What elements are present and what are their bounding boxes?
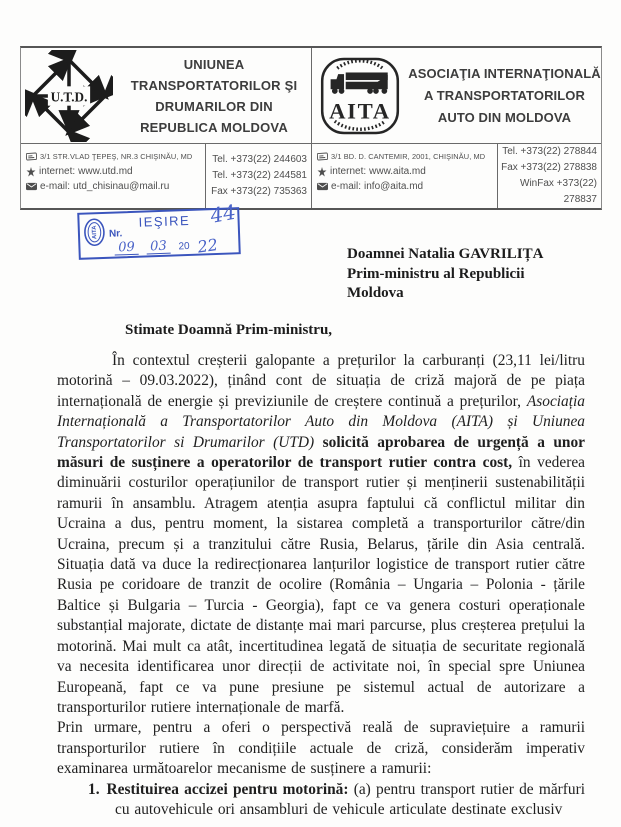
org-name-line: DRUMARILOR DIN [155, 98, 273, 114]
body-paragraph-1: În contextul creșterii galopante a prețurilor la carburanți (23,11 lei/litru motorină – 09.03.2022), ținând cont de situația de criză majoră de pe piața internațională de energie și previziunile de creștere continuă a prețurilor, Asociația Internațională a Transportatorilor Auto din Moldova (AITA) și Uniunea Transportatorilor si Drumarilor (UTD) solicită aprobarea de urgență a unor măsuri de susținere a operatorilor de transport rutier contra cost, în vederea diminuării costurilor operațiunilor de transport rutier și menținerii sustenabilității ramurii în ansamblu. Atragem atenția asupra faptului că conflictul militar din Ucraina a dus, pentru moment, la sistarea completă a transporturilor către/din Ucraina, precum și a tranzitului către Rusia, Belarus, țările din Asia centrală. Situația dată va duce la redirecționarea lanțurilor logistice de transport rutier către Rusia pe coridoare de tranzit de ocolire (România – Ungaria – Polonia - țările Baltice și Bulgaria – Turcia - Georgia), fapt ce va genera costuri operaționale substanțial majorate, dictate de distanțe mai mari parcurse, plus creșterea prețului la motorină. Mai mult ca atât, incertitudinea legată de situația de securitate regională va necesita identificarea unor direcții de activitate noi, în special spre Uniunea Europeană, fapt ce va pune presiune pe sistemul actual de autorizare a transporturilor rutiere internaționale de marfă. [57, 352, 585, 716]
envelope-icon [317, 182, 328, 191]
letterhead-contacts-row [21, 144, 601, 208]
aita-block [311, 48, 601, 143]
aita-email-line [317, 179, 495, 194]
aita-phone: Tel. +373(22) 278844 [502, 146, 597, 157]
utd-email-label: e-mail: [40, 181, 71, 192]
addressee-line: Prim-ministru al Republicii [347, 265, 525, 282]
aita-internet-line [317, 164, 495, 179]
list-item-1 [57, 780, 585, 821]
letter-body [57, 351, 585, 820]
utd-logo-text: U.T.D. [50, 88, 88, 104]
aita-address-line [317, 149, 495, 164]
list-item-text: Restituirea accizei pentru motorină: (a) pentru transport rutier de mărfuri cu autovehicule ori ansambluri de vehicule articulate destinate exclusiv [106, 780, 585, 818]
addressee-line: Doamnei Natalia GAVRILIȚA [347, 246, 544, 262]
org-name-line: TRANSPORTATORILOR ŞI [130, 77, 298, 93]
utd-phone: Tel. +373(22) 244581 [212, 170, 307, 181]
utd-email: utd_chisinau@mail.ru [73, 181, 170, 192]
body-paragraph-2: Prin urmare, pentru a oferi o perspectivă reală de supraviețuire a ramurii transporturilor rutiere în condițiile actuale de criză, considerăm imperativ examinarea următoarelor mecanisme de susținere a ramurii: [57, 719, 585, 778]
utd-diamond-arrows-icon [21, 48, 117, 143]
aita-fax: Fax +373(22) 278838 [501, 162, 597, 173]
utd-address: 3/1 STR.VLAD ŢEPEŞ, NR.3 CHIŞINĂU, MD [40, 152, 193, 161]
letterhead-logos-row [21, 48, 601, 144]
iesire-registration-stamp [77, 199, 241, 260]
aita-email: info@aita.md [364, 181, 424, 192]
addressee-block [347, 245, 543, 304]
utd-internet: www.utd.md [78, 166, 133, 177]
stamp-day-handwritten: 09 [114, 241, 138, 256]
aita-contacts [311, 144, 601, 208]
web-star-icon [317, 167, 327, 177]
envelope-icon [26, 182, 37, 191]
aita-email-label: e-mail: [331, 181, 362, 192]
stamp-month-handwritten: 03 [146, 240, 170, 255]
utd-block [21, 48, 311, 143]
stamp-aita-oval-icon [82, 217, 106, 248]
utd-contacts [21, 144, 311, 208]
aita-winfax: WinFax +373(22) 278837 [520, 178, 597, 205]
stamp-year-handwritten: 22 [196, 234, 220, 257]
utd-address-line [26, 149, 203, 164]
stamp-title: IEŞIRE [138, 212, 191, 230]
org-name-line: UNIUNEA [183, 56, 245, 72]
stamp-nr-label: Nr. [108, 228, 123, 240]
salutation: Stimate Doamnă Prim-ministru, [125, 322, 333, 338]
aita-org-name [408, 48, 601, 143]
aita-phones [497, 144, 601, 208]
aita-internet-label: internet: [330, 166, 367, 177]
org-name-line: AUTO DIN MOLDOVA [437, 109, 572, 125]
aita-address: 3/1 BD. D. CANTEMIR, 2001, CHIŞINĂU, MD [331, 152, 486, 161]
letterhead [20, 46, 602, 210]
org-name-line: A TRANSPORTATORILOR [423, 87, 586, 103]
utd-internet-label: internet: [39, 166, 76, 177]
list-item-number: 1. [88, 780, 100, 798]
postcard-icon [26, 152, 37, 161]
utd-phone: Tel. +373(22) 244603 [212, 154, 307, 165]
web-star-icon [26, 167, 36, 177]
aita-truck-badge-icon [312, 48, 408, 143]
utd-internet-line [26, 164, 203, 179]
stamp-number-handwritten: 44 [208, 199, 238, 228]
stamp-date-row [114, 234, 220, 257]
utd-phones [205, 144, 311, 208]
org-name-line: REPUBLICA MOLDOVA [140, 119, 288, 135]
stamp-oval-text: AITA [91, 225, 99, 240]
stamp-year-printed: 20 [178, 240, 190, 253]
aita-logo-text: AITA [329, 98, 391, 124]
utd-fax: Fax +373(22) 735363 [211, 186, 307, 197]
utd-org-name [117, 48, 311, 143]
addressee-line: Moldova [347, 285, 404, 301]
utd-email-line [26, 179, 203, 194]
postcard-icon [317, 152, 328, 161]
aita-internet: www.aita.md [369, 166, 426, 177]
org-name-line: ASOCIAŢIA INTERNAŢIONALĂ [408, 65, 601, 81]
